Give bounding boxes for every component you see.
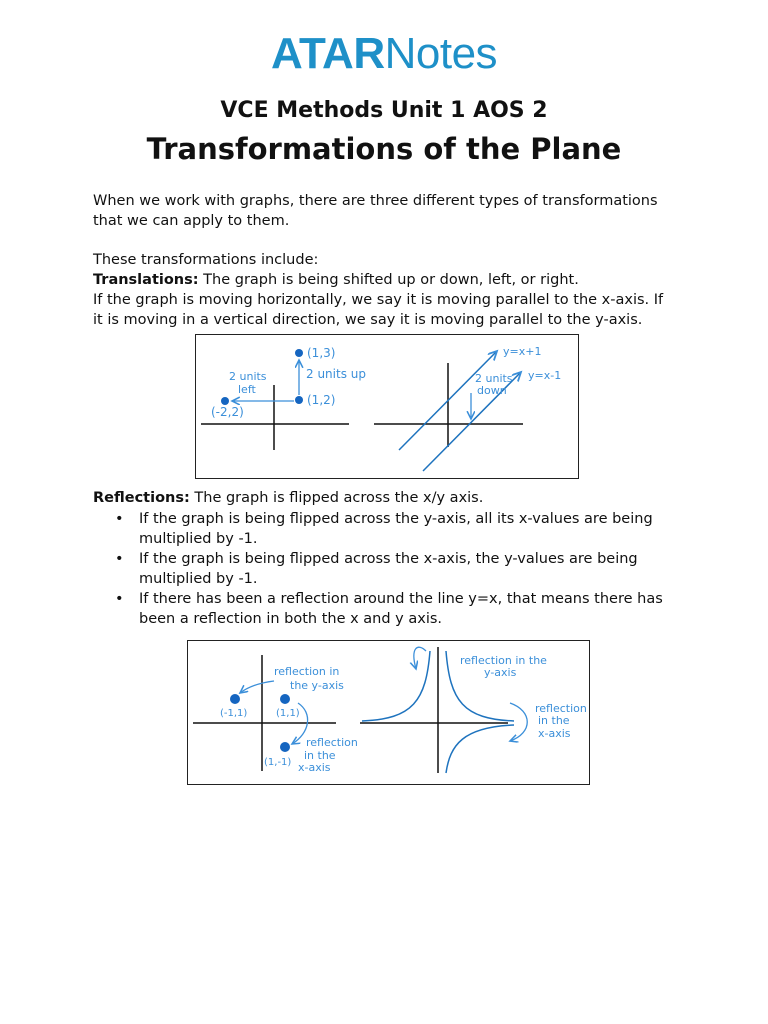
reflection-diagram [188,641,589,784]
reflections-text: The graph is flipped across the x/y axis. [189,490,484,506]
reflect-y-curve-arrow [414,647,426,669]
label-reflection-y-b1: reflection in the [460,654,547,667]
atar-notes-logo [0,28,768,79]
label-2-units-left-2: left [238,383,256,396]
page-title: Transformations of the Plane [146,132,622,166]
label-minus2-2: (-2,2) [211,405,244,419]
reflections-paragraph [93,488,673,508]
label-2-units-down-1: 2 units [475,372,513,385]
translation-figure [195,334,579,479]
label-reflection-x-b1: reflection [535,702,587,715]
label-minus1-1: (-1,1) [220,708,248,719]
translations-paragraph [93,270,673,290]
intro-paragraph: When we work with graphs, there are three different types of transformations that we can apply to them. [93,193,658,229]
label-reflection-y-b2: y-axis [484,666,517,679]
bullet-item: • If the graph is being flipped across the y-axis, all its x-values are being multiplied by -1. [93,509,673,549]
label-y-x-minus-1: y=x-1 [528,369,562,382]
label-2-units-down-2: down [477,384,507,397]
label-reflection-x-b3: x-axis [538,727,571,740]
point-1-3 [295,349,303,357]
label-reflection-y-1: reflection in [274,665,340,678]
hyperbola-right-lower [446,725,514,773]
translations-label: Translations: [93,272,199,288]
reflect-x-curve-arrow [510,703,527,741]
bullet-item: • If the graph is being flipped across the x-axis, the y-values are being multiplied by -1. [93,549,673,589]
label-2-units-up: 2 units up [306,367,366,381]
label-reflection-y-2: the y-axis [290,679,344,692]
label-1-3: (1,3) [307,346,336,360]
label-1-1: (1,1) [276,708,300,719]
point-minus1-1 [230,694,240,704]
point-1-2 [295,396,303,404]
label-1-2: (1,2) [307,393,336,407]
label-1-minus1: (1,-1) [264,757,292,768]
logo-bold-text: ATAR [270,29,385,78]
include-line: These transformations include: [93,252,319,268]
point-minus2-2 [221,397,229,405]
label-reflection-x-1: reflection [306,736,358,749]
label-y-x-plus-1: y=x+1 [503,345,542,358]
translations-text: The graph is being shifted up or down, left, or right. [198,272,579,288]
point-1-1 [280,694,290,704]
reflection-figure [187,640,590,785]
reflect-y-arrow [240,681,274,693]
hyperbola-left-upper [362,651,430,721]
reflections-label: Reflections: [93,490,190,506]
bullet-item: • If there has been a reflection around the line y=x, that means there has been a reflection in both the x and y axis. [93,589,673,629]
label-reflection-x-3: x-axis [298,761,331,774]
logo-light-text: Notes [384,29,498,78]
label-2-units-left-1: 2 units [229,370,267,383]
reflections-bullets [93,509,673,629]
label-reflection-x-b2: in the [538,714,570,727]
translation-diagram [196,335,578,478]
page-subtitle: VCE Methods Unit 1 AOS 2 [220,98,548,123]
point-1-minus1 [280,742,290,752]
translations-detail: If the graph is moving horizontally, we say it is moving parallel to the x-axis. If it is moving in a vertical direction, we say it is moving parallel to the y-axis. [93,292,664,328]
label-reflection-x-2: in the [304,749,336,762]
